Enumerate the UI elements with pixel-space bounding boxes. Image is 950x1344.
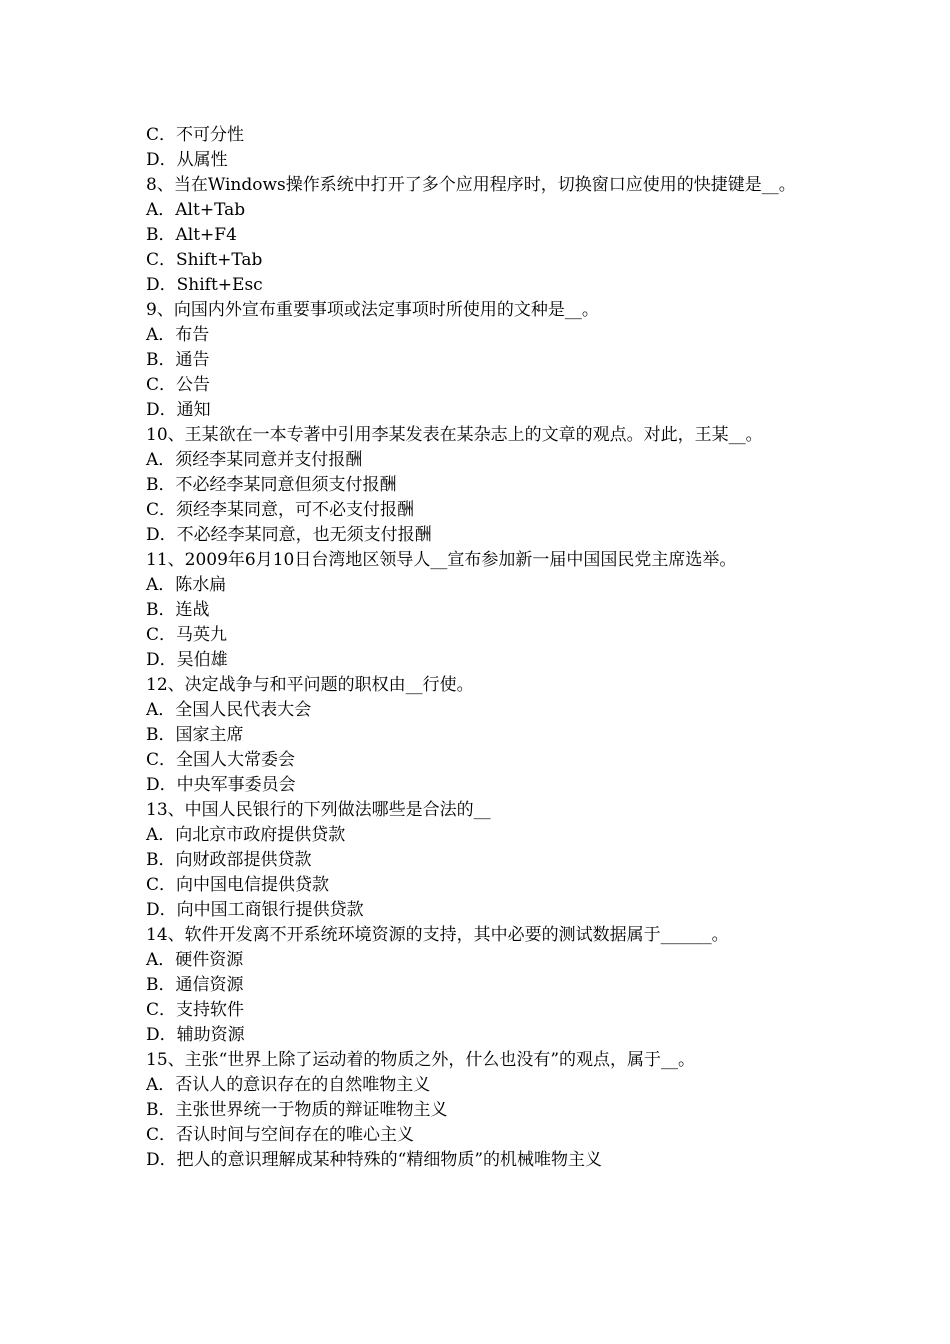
answer-option: C．不可分性 bbox=[146, 125, 245, 145]
question-text: 11、2009年6月10日台湾地区领导人__宣布参加新一届中国国民党主席选举。 bbox=[146, 550, 737, 570]
answer-option: B．通信资源 bbox=[146, 975, 244, 995]
question-text: 12、决定战争与和平问题的职权由__行使。 bbox=[146, 675, 474, 695]
answer-option: D．把人的意识理解成某种特殊的“精细物质”的机械唯物主义 bbox=[146, 1150, 603, 1170]
answer-option: D．吴伯雄 bbox=[146, 650, 228, 670]
answer-option: D．Shift+Esc bbox=[146, 275, 263, 295]
answer-option: C．全国人大常委会 bbox=[146, 750, 296, 770]
question-text: 14、软件开发离不开系统环境资源的支持，其中必要的测试数据属于______。 bbox=[146, 925, 729, 945]
answer-option: C．须经李某同意，可不必支付报酬 bbox=[146, 500, 415, 520]
answer-option: D．从属性 bbox=[146, 150, 228, 170]
answer-option: B．Alt+F4 bbox=[146, 225, 237, 245]
answer-option: B．主张世界统一于物质的辩证唯物主义 bbox=[146, 1100, 448, 1120]
answer-option: A．否认人的意识存在的自然唯物主义 bbox=[146, 1075, 431, 1095]
question-text: 13、中国人民银行的下列做法哪些是合法的__ bbox=[146, 800, 491, 820]
answer-option: A．Alt+Tab bbox=[146, 200, 246, 220]
answer-option: C．支持软件 bbox=[146, 1000, 245, 1020]
answer-option: D．向中国工商银行提供贷款 bbox=[146, 900, 364, 920]
answer-option: B．连战 bbox=[146, 600, 210, 620]
answer-option: C．马英九 bbox=[146, 625, 228, 645]
question-text: 15、主张“世界上除了运动着的物质之外，什么也没有”的观点，属于__。 bbox=[146, 1050, 696, 1070]
answer-option: D．通知 bbox=[146, 400, 211, 420]
answer-option: B．不必经李某同意但须支付报酬 bbox=[146, 475, 397, 495]
answer-option: A．硬件资源 bbox=[146, 950, 244, 970]
answer-option: C．Shift+Tab bbox=[146, 250, 263, 270]
answer-option: A．布告 bbox=[146, 325, 210, 345]
answer-option: D．辅助资源 bbox=[146, 1025, 245, 1045]
document-body bbox=[146, 123, 816, 1173]
answer-option: C．否认时间与空间存在的唯心主义 bbox=[146, 1125, 415, 1145]
answer-option: C．公告 bbox=[146, 375, 211, 395]
answer-option: B．通告 bbox=[146, 350, 210, 370]
answer-option: A．须经李某同意并支付报酬 bbox=[146, 450, 363, 470]
answer-option: A．陈水扁 bbox=[146, 575, 227, 595]
answer-option: D．中央军事委员会 bbox=[146, 775, 296, 795]
answer-option: B．向财政部提供贷款 bbox=[146, 850, 312, 870]
question-text: 10、王某欲在一本专著中引用李某发表在某杂志上的文章的观点。对此，王某__。 bbox=[146, 425, 763, 445]
question-text: 9、向国内外宣布重要事项或法定事项时所使用的文种是__。 bbox=[146, 300, 599, 320]
question-text: 8、当在Windows操作系统中打开了多个应用程序时，切换窗口应使用的快捷键是__。 bbox=[146, 175, 796, 195]
answer-option: A．全国人民代表大会 bbox=[146, 700, 312, 720]
answer-option: B．国家主席 bbox=[146, 725, 244, 745]
answer-option: D．不必经李某同意，也无须支付报酬 bbox=[146, 525, 432, 545]
answer-option: C．向中国电信提供贷款 bbox=[146, 875, 330, 895]
answer-option: A．向北京市政府提供贷款 bbox=[146, 825, 346, 845]
